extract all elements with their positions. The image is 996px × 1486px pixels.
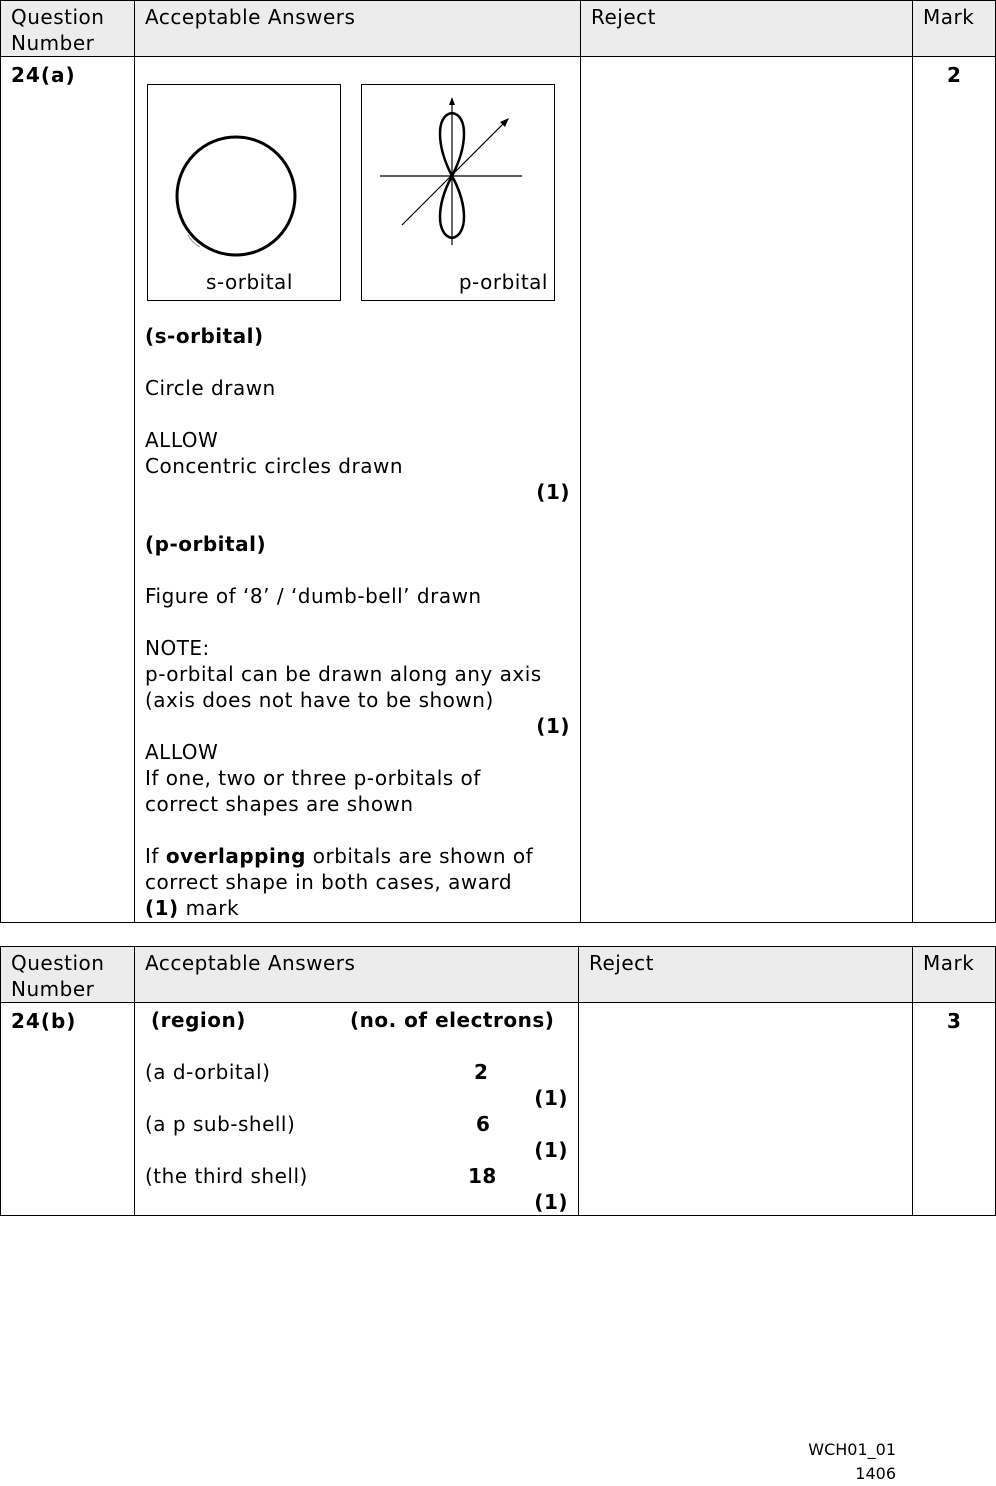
- p-orbital-label: p-orbital: [458, 270, 548, 294]
- answer-line: Figure of ‘8’ / ‘dumb-bell’ drawn: [145, 584, 482, 608]
- mark-scheme-table-b: [0, 946, 996, 1216]
- answer-line: p-orbital can be drawn along any axis: [145, 662, 542, 686]
- table-row: (the third shell) 18: [145, 1164, 497, 1188]
- table-row: (a d-orbital) 2: [145, 1060, 489, 1084]
- mark-value: 3: [913, 1003, 996, 1216]
- mark-award: (1): [534, 1190, 568, 1214]
- p-orbital-heading: (p-orbital): [145, 532, 267, 556]
- header-acceptable-answers: Acceptable Answers: [135, 947, 579, 1003]
- dumbbell-icon: [362, 85, 554, 300]
- allow-label: ALLOW: [145, 740, 219, 764]
- answer-line: If overlapping orbitals are shown of: [145, 844, 534, 868]
- allow-label: ALLOW: [145, 428, 219, 452]
- p-orbital-figure: [361, 84, 555, 301]
- answer-line: correct shapes are shown: [145, 792, 414, 816]
- question-number: 24(a): [1, 57, 135, 923]
- header-reject: Reject: [579, 947, 913, 1003]
- answer-line: (axis does not have to be shown): [145, 688, 494, 712]
- column-electrons: (no. of electrons): [350, 1008, 555, 1032]
- mark-value: 2: [913, 57, 996, 923]
- header-acceptable-answers: Acceptable Answers: [135, 1, 581, 57]
- table-row: (a p sub-shell) 6: [145, 1112, 491, 1136]
- mark-award: (1): [534, 1138, 568, 1162]
- answer-line: Circle drawn: [145, 376, 276, 400]
- column-region: (region): [151, 1008, 246, 1032]
- answer-line: (1) mark: [145, 896, 240, 920]
- acceptable-answers-cell: [135, 1003, 579, 1216]
- mark-award: (1): [536, 480, 570, 504]
- question-number: 24(b): [1, 1003, 135, 1216]
- answer-line: correct shape in both cases, award: [145, 870, 513, 894]
- s-orbital-figure: [147, 84, 341, 301]
- note-label: NOTE:: [145, 636, 210, 660]
- answer-line: If one, two or three p-orbitals of: [145, 766, 481, 790]
- session-code: 1406: [855, 1464, 896, 1483]
- paper-code: WCH01_01: [808, 1440, 896, 1459]
- s-orbital-heading: (s-orbital): [145, 324, 264, 348]
- header-mark: Mark: [913, 947, 996, 1003]
- header-reject: Reject: [581, 1, 913, 57]
- header-mark: Mark: [913, 1, 996, 57]
- mark-award: (1): [534, 1086, 568, 1110]
- mark-award: (1): [536, 714, 570, 738]
- header-question-number: Question Number: [1, 947, 135, 1003]
- answer-line: Concentric circles drawn: [145, 454, 404, 478]
- reject-cell: [579, 1003, 913, 1216]
- s-orbital-label: s-orbital: [206, 270, 293, 294]
- acceptable-answers-cell: [135, 57, 581, 923]
- reject-cell: [581, 57, 913, 923]
- header-question-number: Question Number: [1, 1, 135, 57]
- circle-icon: [148, 85, 340, 300]
- page-footer: [808, 1438, 896, 1486]
